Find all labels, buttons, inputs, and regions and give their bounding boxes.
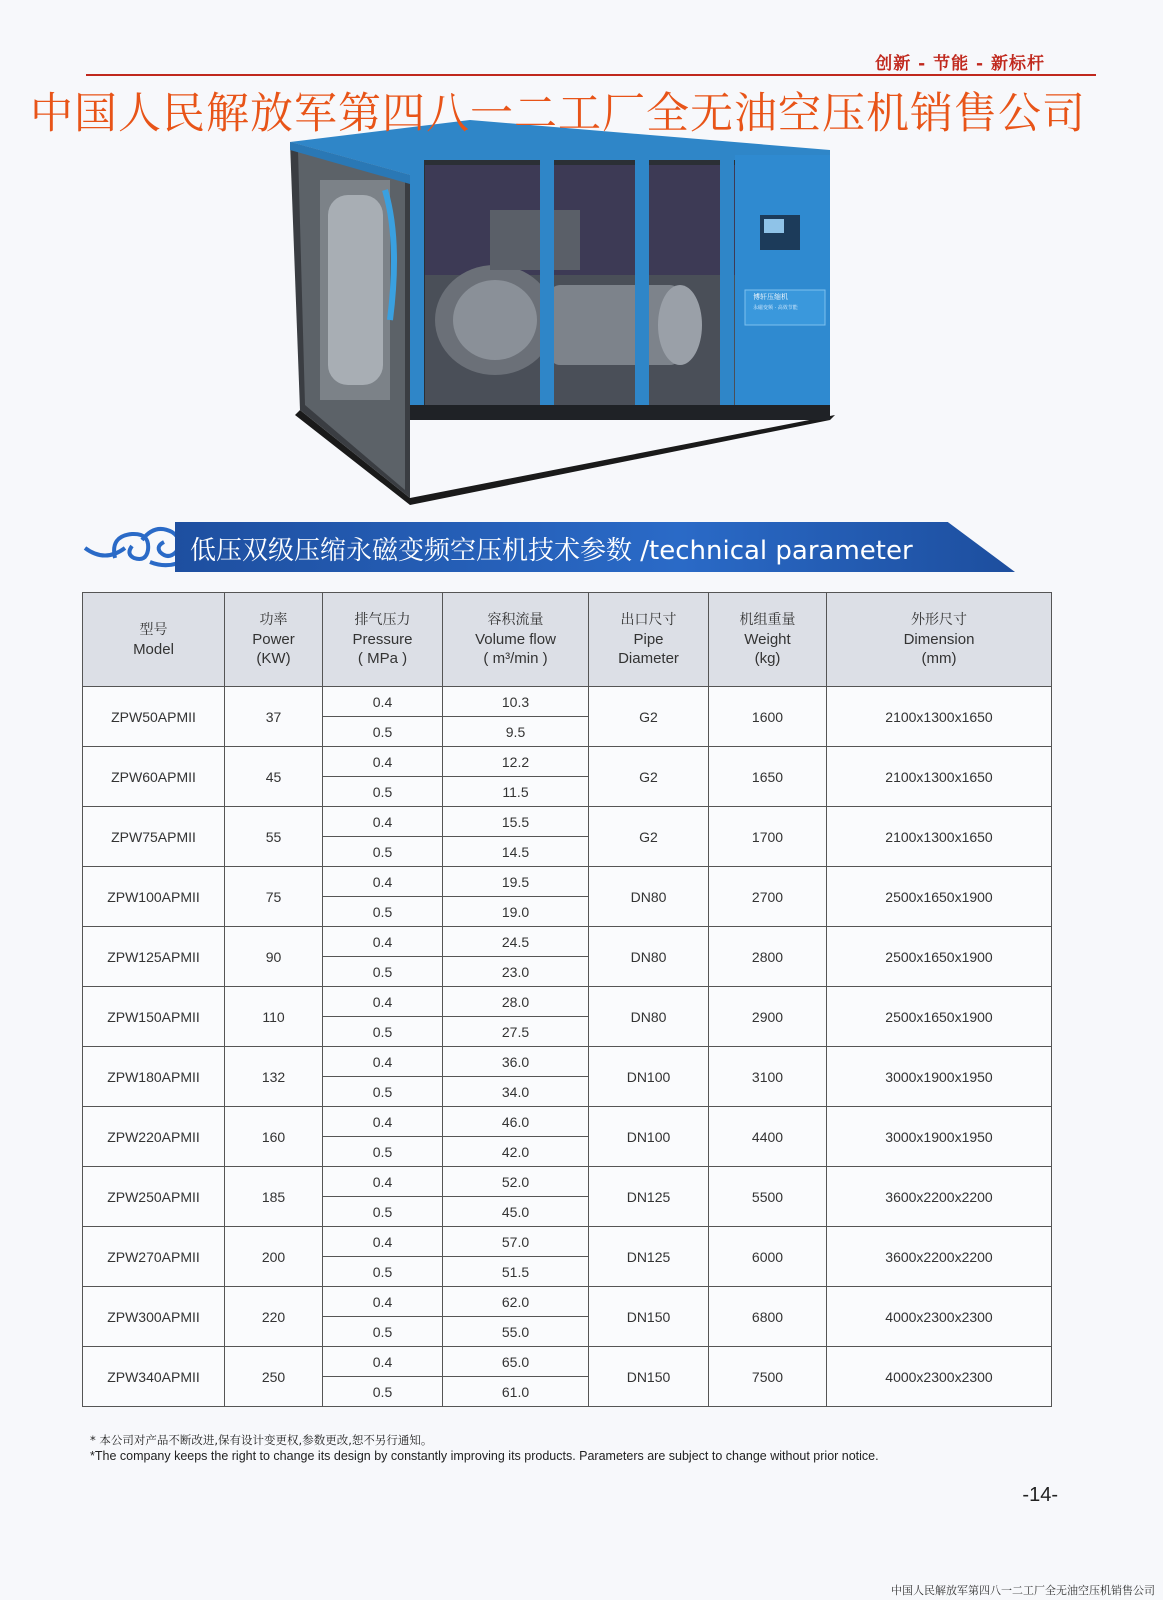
dimension-cell: 3000x1900x1950 [827,1107,1052,1167]
flow-cell: 24.5 [443,927,589,957]
flow-cell: 19.0 [443,897,589,927]
model-cell: ZPW220APMII [83,1107,225,1167]
header-weight: 机组重量 Weight (kg) [709,593,827,687]
table-row [83,747,1052,777]
pressure-cell: 0.5 [323,897,443,927]
header-model: 型号 Model [83,593,225,687]
weight-cell: 1700 [709,807,827,867]
pressure-cell: 0.4 [323,867,443,897]
flow-cell: 19.5 [443,867,589,897]
model-cell: ZPW100APMII [83,867,225,927]
note-en: *The company keeps the right to change its design by constantly improving its products. Parameters are subject to change without prior notice. [90,1449,879,1463]
flow-cell: 45.0 [443,1197,589,1227]
pressure-cell: 0.5 [323,1077,443,1107]
table-row [83,1047,1052,1077]
pipe-cell: G2 [589,747,709,807]
section-banner [80,522,1015,572]
model-cell: ZPW50APMII [83,687,225,747]
brand-sublabel: 永磁变频 · 高效节能 [753,305,798,311]
weight-cell: 2900 [709,987,827,1047]
power-cell: 250 [225,1347,323,1407]
weight-cell: 1650 [709,747,827,807]
table-row [83,1227,1052,1257]
header-pressure: 排气压力 Pressure ( MPa ) [323,593,443,687]
pipe-cell: DN100 [589,1047,709,1107]
pipe-cell: G2 [589,807,709,867]
table-row [83,987,1052,1017]
flow-cell: 27.5 [443,1017,589,1047]
pipe-cell: DN80 [589,867,709,927]
pressure-cell: 0.4 [323,1047,443,1077]
header-pipe: 出口尺寸 Pipe Diameter [589,593,709,687]
model-cell: ZPW180APMII [83,1047,225,1107]
flow-cell: 55.0 [443,1317,589,1347]
pressure-cell: 0.5 [323,717,443,747]
flow-cell: 57.0 [443,1227,589,1257]
weight-cell: 7500 [709,1347,827,1407]
pressure-cell: 0.4 [323,1107,443,1137]
pressure-cell: 0.5 [323,1197,443,1227]
header-dimension: 外形尺寸 Dimension (mm) [827,593,1052,687]
flow-cell: 14.5 [443,837,589,867]
model-cell: ZPW60APMII [83,747,225,807]
flow-cell: 9.5 [443,717,589,747]
power-cell: 160 [225,1107,323,1167]
weight-cell: 6000 [709,1227,827,1287]
weight-cell: 5500 [709,1167,827,1227]
model-cell: ZPW75APMII [83,807,225,867]
flow-cell: 52.0 [443,1167,589,1197]
weight-cell: 2800 [709,927,827,987]
pipe-cell: DN80 [589,987,709,1047]
power-cell: 90 [225,927,323,987]
pressure-cell: 0.5 [323,1317,443,1347]
header-flow: 容积流量 Volume flow ( m³/min ) [443,593,589,687]
pressure-cell: 0.4 [323,687,443,717]
flow-cell: 36.0 [443,1047,589,1077]
dimension-cell: 2500x1650x1900 [827,867,1052,927]
weight-cell: 2700 [709,867,827,927]
flow-cell: 65.0 [443,1347,589,1377]
power-cell: 132 [225,1047,323,1107]
header-power: 功率 Power (KW) [225,593,323,687]
flow-cell: 62.0 [443,1287,589,1317]
power-cell: 75 [225,867,323,927]
header-rule [86,74,1096,76]
section-title: 低压双级压缩永磁变频空压机技术参数 /technical parameter [190,536,913,566]
dimension-cell: 4000x2300x2300 [827,1347,1052,1407]
flow-cell: 23.0 [443,957,589,987]
pressure-cell: 0.5 [323,1137,443,1167]
table-row [83,1287,1052,1317]
flow-cell: 42.0 [443,1137,589,1167]
flow-cell: 51.5 [443,1257,589,1287]
weight-cell: 1600 [709,687,827,747]
pressure-cell: 0.4 [323,1167,443,1197]
table-header-row [83,593,1052,687]
table-body [83,687,1052,1407]
dimension-cell: 3000x1900x1950 [827,1047,1052,1107]
flow-cell: 10.3 [443,687,589,717]
pipe-cell: DN150 [589,1287,709,1347]
table-row [83,1167,1052,1197]
model-cell: ZPW125APMII [83,927,225,987]
power-cell: 45 [225,747,323,807]
power-cell: 55 [225,807,323,867]
page-number: -14- [1022,1484,1058,1506]
flow-cell: 11.5 [443,777,589,807]
dimension-cell: 2500x1650x1900 [827,927,1052,987]
pressure-cell: 0.5 [323,837,443,867]
pressure-cell: 0.4 [323,987,443,1017]
flow-cell: 34.0 [443,1077,589,1107]
weight-cell: 4400 [709,1107,827,1167]
power-cell: 37 [225,687,323,747]
pressure-cell: 0.4 [323,927,443,957]
pressure-cell: 0.5 [323,1017,443,1047]
spec-table [82,592,1052,1407]
model-cell: ZPW300APMII [83,1287,225,1347]
weight-cell: 3100 [709,1047,827,1107]
pipe-cell: DN100 [589,1107,709,1167]
flow-cell: 46.0 [443,1107,589,1137]
pressure-cell: 0.5 [323,777,443,807]
table-row [83,927,1052,957]
power-cell: 110 [225,987,323,1047]
pressure-cell: 0.5 [323,1257,443,1287]
model-cell: ZPW250APMII [83,1167,225,1227]
pressure-cell: 0.4 [323,807,443,837]
brand-label: 博轩压缩机 [753,293,788,301]
dimension-cell: 2100x1300x1650 [827,807,1052,867]
pressure-cell: 0.4 [323,1347,443,1377]
watermark: 中国人民解放军第四八一二工厂全无油空压机销售公司 [30,89,1086,139]
table-row [83,867,1052,897]
dimension-cell: 2100x1300x1650 [827,747,1052,807]
dimension-cell: 2500x1650x1900 [827,987,1052,1047]
pressure-cell: 0.4 [323,1287,443,1317]
cloud-ornament-icon [80,518,190,574]
pipe-cell: DN125 [589,1167,709,1227]
power-cell: 185 [225,1167,323,1227]
model-cell: ZPW270APMII [83,1227,225,1287]
flow-cell: 28.0 [443,987,589,1017]
model-cell: ZPW340APMII [83,1347,225,1407]
table-row [83,1347,1052,1377]
power-cell: 220 [225,1287,323,1347]
pipe-cell: DN125 [589,1227,709,1287]
dimension-cell: 4000x2300x2300 [827,1287,1052,1347]
dimension-cell: 3600x2200x2200 [827,1227,1052,1287]
table-row [83,807,1052,837]
power-cell: 200 [225,1227,323,1287]
footnotes [90,1432,879,1464]
note-cn: * 本公司对产品不断改进,保有设计变更权,参数更改,恕不另行通知。 [90,1433,433,1447]
pipe-cell: DN80 [589,927,709,987]
model-cell: ZPW150APMII [83,987,225,1047]
weight-cell: 6800 [709,1287,827,1347]
air-compressor-image [290,120,850,510]
slogan: 创新 - 节能 - 新标杆 [875,54,1045,74]
table-row [83,687,1052,717]
dimension-cell: 3600x2200x2200 [827,1167,1052,1227]
pipe-cell: G2 [589,687,709,747]
pressure-cell: 0.4 [323,1227,443,1257]
pressure-cell: 0.5 [323,1377,443,1407]
pressure-cell: 0.4 [323,747,443,777]
flow-cell: 12.2 [443,747,589,777]
table-row [83,1107,1052,1137]
dimension-cell: 2100x1300x1650 [827,687,1052,747]
footer-text: 中国人民解放军第四八一二工厂全无油空压机销售公司 [891,1584,1155,1597]
flow-cell: 61.0 [443,1377,589,1407]
flow-cell: 15.5 [443,807,589,837]
pipe-cell: DN150 [589,1347,709,1407]
pressure-cell: 0.5 [323,957,443,987]
